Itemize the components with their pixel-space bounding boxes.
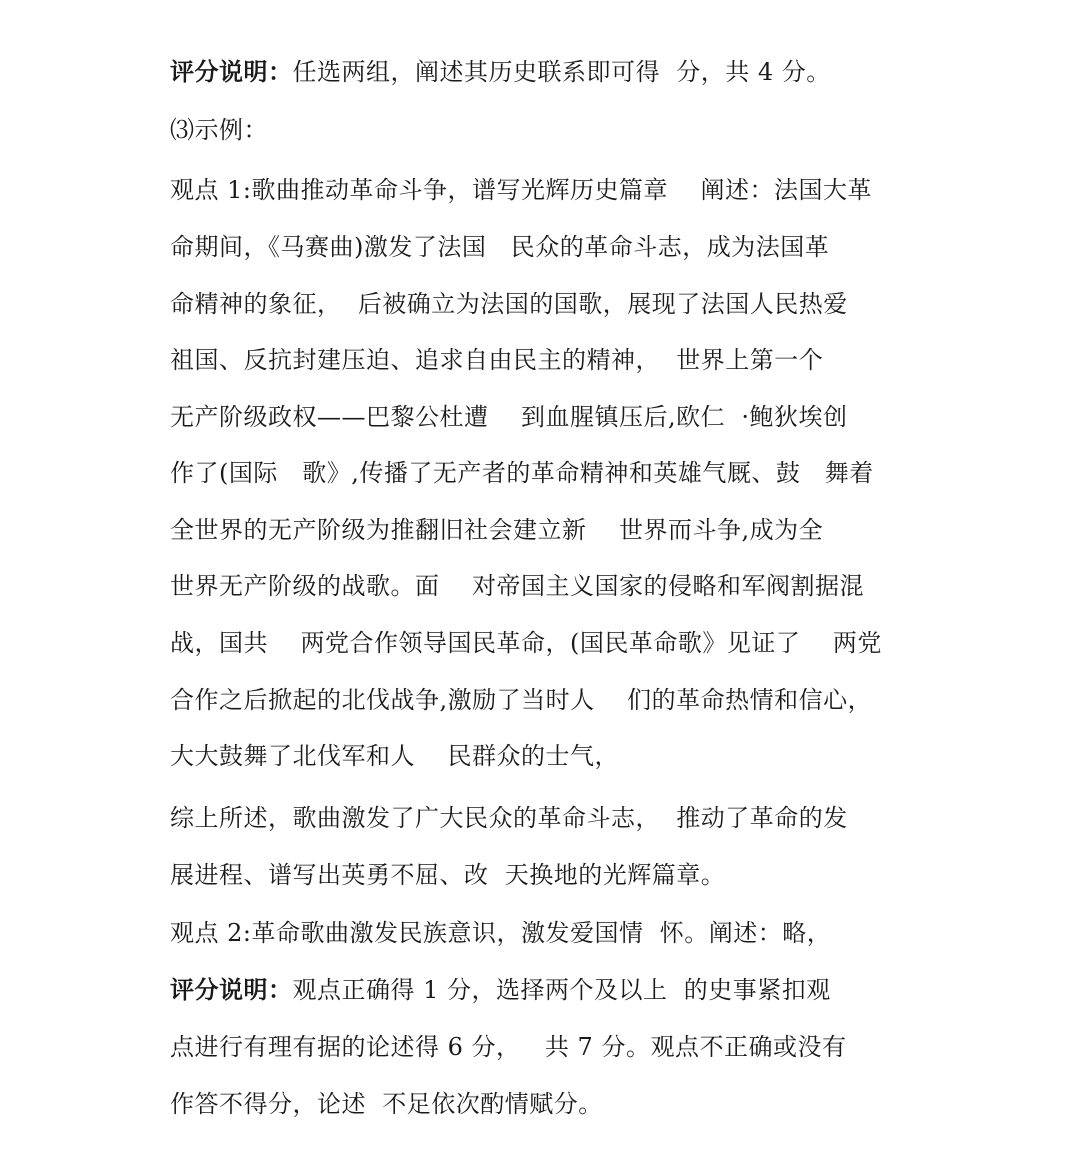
paragraph1-line: 大大鼓舞了北伐军和人 民群众的士气，: [170, 742, 620, 770]
summary-line: 综上所述，歌曲激发了广大民众的革命斗志， 推动了革命的发: [170, 804, 848, 832]
paragraph1-line: 观点 1:歌曲推动革命斗争，谱写光辉历史篇章 阐述：法国大革: [170, 176, 872, 204]
scoring-note-text: 观点正确得 1 分，选择两个及以上 的史事紧扣观: [292, 976, 831, 1004]
scoring-note-text: 任选两组，阐述其历史联系即可得 分，共 4 分。: [292, 58, 831, 86]
paragraph1-line: 祖国、反抗封建压迫、追求自由民主的精神， 世界上第一个: [170, 346, 824, 374]
paragraph1-line: 全世界的无产阶级为推翻旧社会建立新 世界而斗争,成为全: [170, 516, 824, 544]
scoring-note-1: [170, 56, 831, 88]
paragraph1-line: 无产阶级政权——巴黎公杜遭 到血腥镇压后,欧仁 ·鲍狄埃创: [170, 403, 848, 431]
paragraph1-line: 合作之后掀起的北伐战争,激励了当时人 们的革命热情和信心，: [170, 686, 873, 714]
viewpoint-2: 观点 2:革命歌曲激发民族意识，激发爱国情 怀。阐述：略，: [170, 919, 832, 947]
paragraph1-line: 战，国共 两党合作领导国民革命，(国民革命歌》见证了 两党: [170, 629, 882, 657]
paragraph1-line: 命期间，《马赛曲)激发了法国 民众的革命斗志，成为法国革: [170, 233, 830, 261]
summary-line: 展进程、谱写出英勇不屈、改 天换地的光辉篇章。: [170, 861, 726, 889]
paragraph1-line: 作了(国际 歌》,传播了无产者的革命精神和英雄气厩、鼓 舞着: [170, 459, 874, 487]
scoring-note-2-line: 作答不得分，论述 不足依次酌情赋分。: [170, 1090, 603, 1118]
scoring-note-label: 评分说明：: [170, 58, 293, 86]
scoring-note-label: 评分说明：: [170, 976, 293, 1004]
example-heading: ⑶示例：: [170, 116, 268, 144]
scoring-note-2: [170, 974, 831, 1006]
scoring-note-2-line: 点进行有理有据的论述得 6 分， 共 7 分。观点不正确或没有: [170, 1033, 847, 1061]
paragraph1-line: 世界无产阶级的战歌。面 对帝国主义国家的侵略和军阀割据混: [170, 572, 865, 600]
paragraph1-line: 命精神的象征， 后被确立为法国的国歌，展现了法国人民热爱: [170, 290, 848, 318]
